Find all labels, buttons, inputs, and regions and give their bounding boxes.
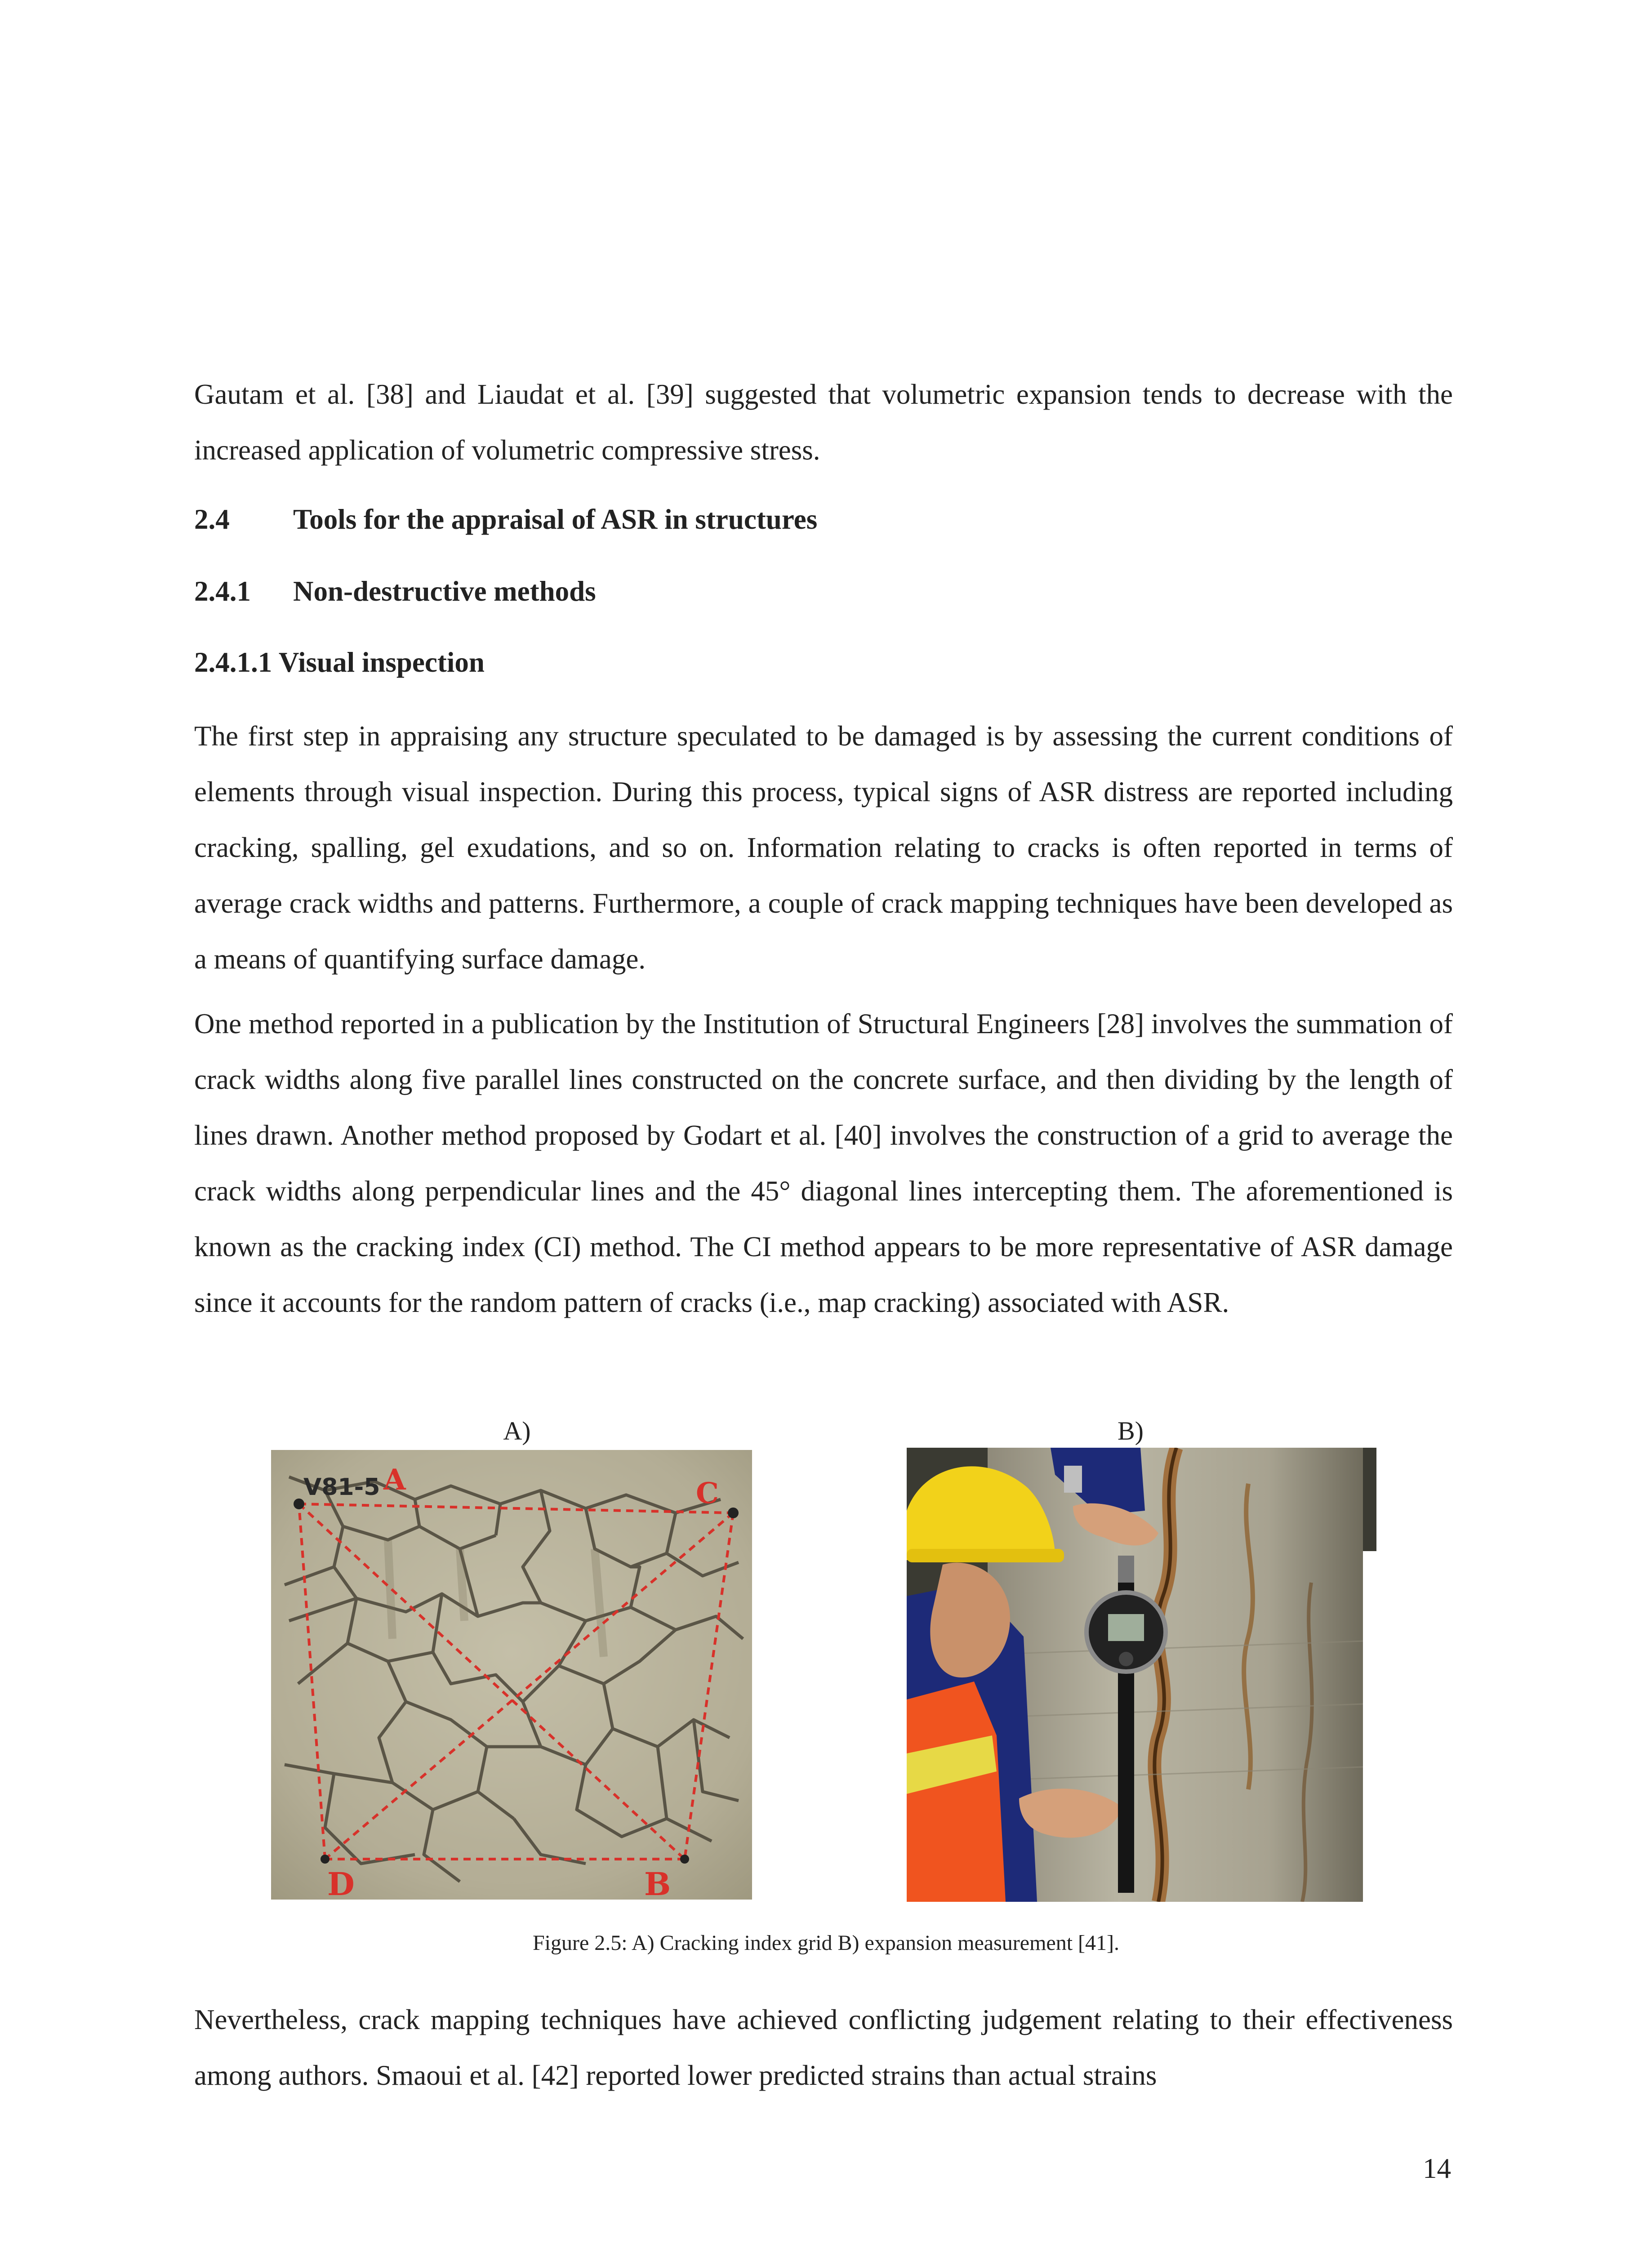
grid-corner-label-c: C [696,1476,719,1510]
grid-corner-label-d: D [327,1865,355,1900]
page-number: 14 [1423,2153,1451,2184]
grid-corner-label-a: A [383,1463,406,1497]
figure-label-b: B) [1118,1416,1144,1445]
heading-2-4 [194,501,817,537]
paragraph-intro: Gautam et al. [38] and Liaudat et al. [39] suggested that volumetric expansion tends to decrease with the increased application of volumetric compressive stress. [194,379,1453,466]
heading-title: Tools for the appraisal of ASR in structures [293,504,818,535]
figure-label-a: A) [503,1416,531,1445]
cracking-index-grid-photo [271,1450,752,1900]
specimen-tag: V81-5 [303,1474,380,1501]
heading-title: Non-destructive methods [293,575,596,607]
paragraph-visual-inspection-2: One method reported in a publication by the Institution of Structural Engineers [28] involves the summation of crack widths along five parallel lines constructed on the concrete surface, and then dividing by the length of lines drawn. Another method proposed by Godart et al. [40] involves the construction of a grid to average the crack widths along perpendicular lines and the 45° diagonal lines intercepting them. The aforementioned is known as the cracking index (CI) method. The CI method appears to be more representative of ASR damage since it accounts for the random pattern of cracks (i.e., map cracking) associated with ASR. [194,1008,1453,1318]
heading-2-4-1 [194,573,596,609]
concrete-surface [271,1450,752,1900]
heading-number: 2.4.1 [194,575,251,607]
figure-caption: Figure 2.5: A) Cracking index grid B) expansion measurement [41]. [532,1931,1120,1955]
heading-2-4-1-1: 2.4.1.1 Visual inspection [194,647,485,678]
heading-number: 2.4 [194,504,230,535]
grid-corner-label-b: B [644,1865,671,1900]
expansion-measurement-photo [907,1448,1376,1902]
paragraph-closing: Nevertheless, crack mapping techniques have achieved conflicting judgement relating to their effectiveness among authors. Smaoui et al. [42] reported lower predicted strains than actual strains [194,2004,1453,2091]
paragraph-visual-inspection-1: The first step in appraising any structure speculated to be damaged is by assessing the current conditions of elements through visual inspection. During this process, typical signs of ASR distress are reported including cracking, spalling, gel exudations, and so on. Information relating to cracks is often reported in terms of average crack widths and patterns. Furthermore, a couple of crack mapping techniques have been developed as a means of quantifying surface damage. [194,720,1453,975]
